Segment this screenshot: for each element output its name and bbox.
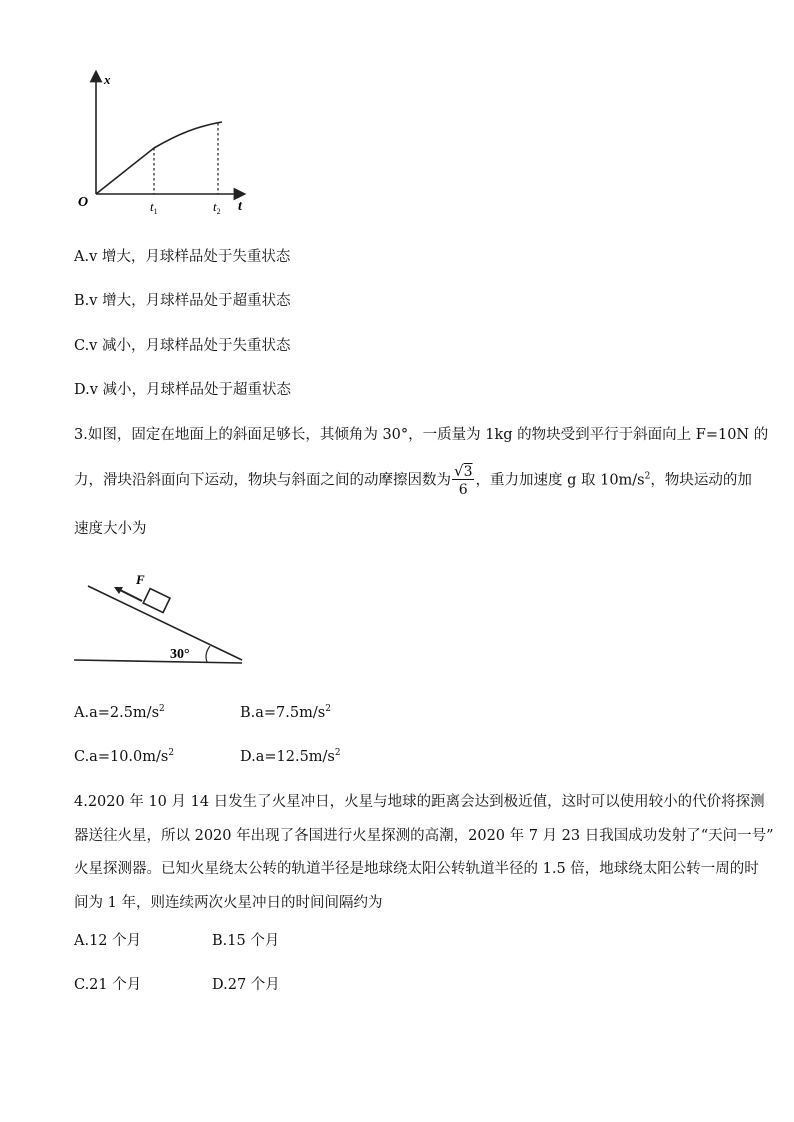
q4-option-a: A.12 个月 bbox=[74, 933, 142, 949]
q3-stem-line3: 速度大小为 bbox=[74, 521, 147, 537]
incline-figure bbox=[70, 568, 250, 668]
q4-stem-line4: 间为 1 年，则连续两次火星冲日的时间间隔约为 bbox=[74, 895, 383, 911]
friction-coefficient-fraction: $\frac{√3}{6}$ bbox=[454, 462, 473, 498]
q3-option-d: $D.a=12.5m/s^2$ bbox=[240, 748, 341, 765]
ground-line bbox=[74, 660, 242, 663]
q4-stem-line2: 器送往火星，所以 2020 年出现了各国进行火星探测的高潮，2020 年 7 月 23 日我国成功发射了“天问一号” bbox=[74, 828, 774, 844]
tick-label-t1: $t_1$ bbox=[150, 199, 158, 216]
q3-option-a: $A.a=2.5m/s^2$ bbox=[74, 704, 165, 721]
q3-option-c: $C.a=10.0m/s^2$ bbox=[74, 748, 175, 765]
q4-stem-line3: 火星探测器。已知火星绕太公转的轨道半径是地球绕太阳公转轨道半径的 1.5 倍，地球绕太阳公转一周的时 bbox=[74, 861, 759, 877]
q4-option-d: D.27 个月 bbox=[212, 977, 280, 993]
y-axis-label: x bbox=[104, 72, 111, 87]
tick-label-t2: $t_2$ bbox=[213, 199, 221, 216]
position-curve bbox=[96, 122, 222, 194]
origin-label: O bbox=[78, 195, 89, 210]
x-axis-label: t bbox=[238, 199, 242, 214]
block bbox=[143, 589, 170, 613]
angle-label: 30° bbox=[170, 647, 190, 662]
q2-option-b: B.v 增大，月球样品处于超重状态 bbox=[74, 293, 291, 309]
q2-option-c: C.v 减小，月球样品处于失重状态 bbox=[74, 338, 291, 354]
q3-option-b: $B.a=7.5m/s^2$ bbox=[240, 704, 331, 721]
q4-option-b: B.15 个月 bbox=[212, 933, 280, 949]
q3-stem-line2: 力，滑块沿斜面向下运动，物块与斜面之间的动摩擦因数为 $\frac{√3}{6}$ ，重力加速度 g 取 $10m/s^2$，物块运动的加 bbox=[74, 462, 752, 498]
q4-option-c: C.21 个月 bbox=[74, 977, 142, 993]
q2-option-a: A.v 增大，月球样品处于失重状态 bbox=[74, 249, 291, 265]
q2-option-d: D.v 减小，月球样品处于超重状态 bbox=[74, 382, 292, 398]
q3-stem-line1: 3.如图，固定在地面上的斜面足够长，其倾角为 30°，一质量为 1kg 的物块受到平行于斜面向上 F=10N 的 bbox=[74, 427, 769, 443]
xt-graph-figure bbox=[76, 70, 256, 220]
force-label: F bbox=[136, 572, 145, 587]
q4-stem-line1: 4.2020 年 10 月 14 日发生了火星冲日，火星与地球的距离会达到极近值，这时可以使用较小的代价将探测 bbox=[74, 794, 765, 810]
angle-arc bbox=[206, 646, 210, 662]
